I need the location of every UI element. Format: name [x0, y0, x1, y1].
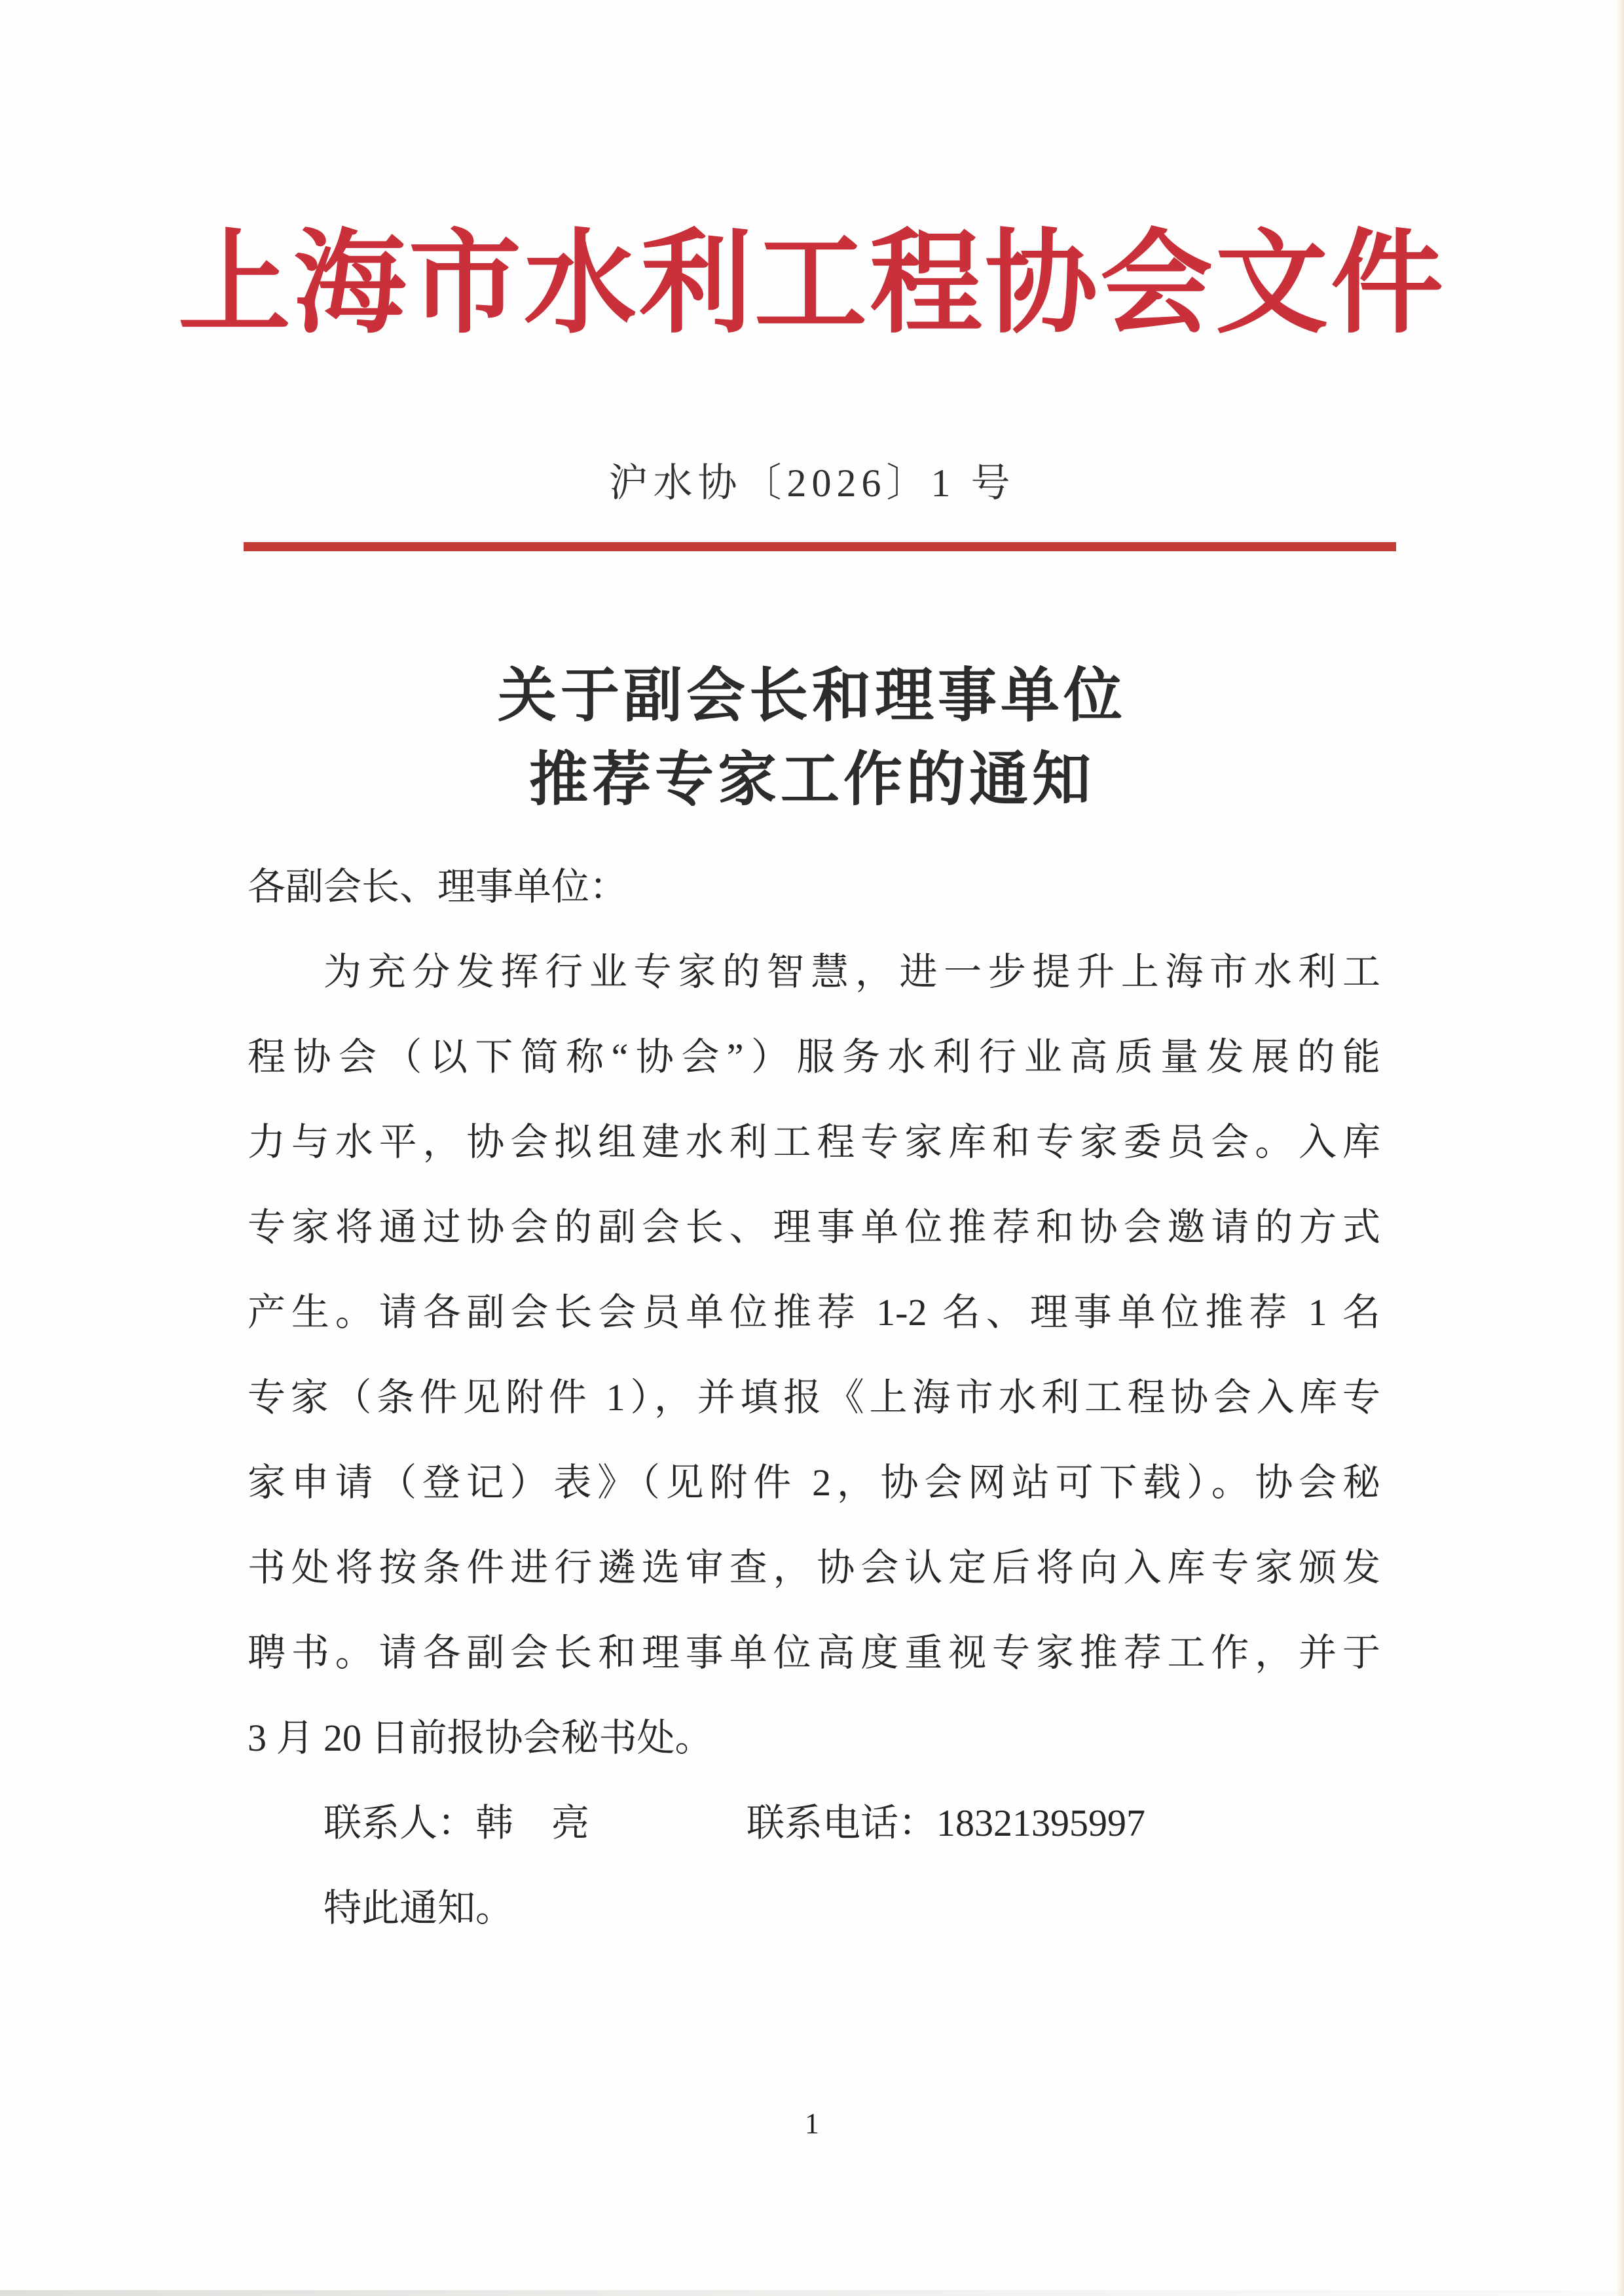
contact-line — [248, 1781, 1380, 1866]
notice-title-line2: 推荐专家工作的通知 — [529, 748, 1095, 812]
contact-phone-label: 联系电话： — [747, 1802, 937, 1844]
notice-title-line1: 关于副会长和理事单位 — [498, 664, 1126, 729]
body-line: 程协会（以下简称“协会”）服务水利行业高质量发展的能 — [248, 1036, 1380, 1078]
page-number: 1 — [805, 2107, 819, 2140]
notice-title — [0, 655, 1624, 822]
doc-number: 沪水协〔2026〕1 号 — [608, 462, 1016, 505]
body-line: 各副会长、理事单位： — [248, 866, 628, 908]
body-line: 家申请（登记）表》（见附件 2，协会网站可下载）。协会秘 — [248, 1461, 1380, 1504]
body-line: 专家（条件见附件 1），并填报《上海市水利工程协会入库专 — [248, 1376, 1380, 1419]
contact-phone-number: 18321395997 — [936, 1802, 1146, 1844]
red-header-title: 上海市水利工程协会文件 — [178, 223, 1446, 347]
body-line: 聘书。请各副会长和理事单位高度重视专家推荐工作，并于 — [248, 1631, 1380, 1674]
contact-person-name: 韩 亮 — [475, 1802, 590, 1844]
contact-person-label: 联系人： — [323, 1802, 476, 1844]
body-line: 3 月 20 日前报协会秘书处。 — [248, 1717, 713, 1759]
closing-line: 特此通知。 — [323, 1887, 514, 1929]
body-line: 为充分发挥行业专家的智慧，进一步提升上海市水利工 — [323, 951, 1380, 993]
body-line: 产生。请各副会长会员单位推荐 1-2 名、理事单位推荐 1 名 — [248, 1291, 1380, 1334]
red-divider-rule — [244, 542, 1396, 551]
paragraph-lines — [248, 845, 1380, 1781]
body-line: 书处将按条件进行遴选审查，协会认定后将向入库专家颁发 — [248, 1546, 1380, 1589]
body-line: 专家将通过协会的副会长、理事单位推荐和协会邀请的方式 — [248, 1206, 1380, 1248]
body-line: 力与水平，协会拟组建水利工程专家库和专家委员会。入库 — [248, 1121, 1380, 1163]
document-body — [248, 845, 1380, 1951]
